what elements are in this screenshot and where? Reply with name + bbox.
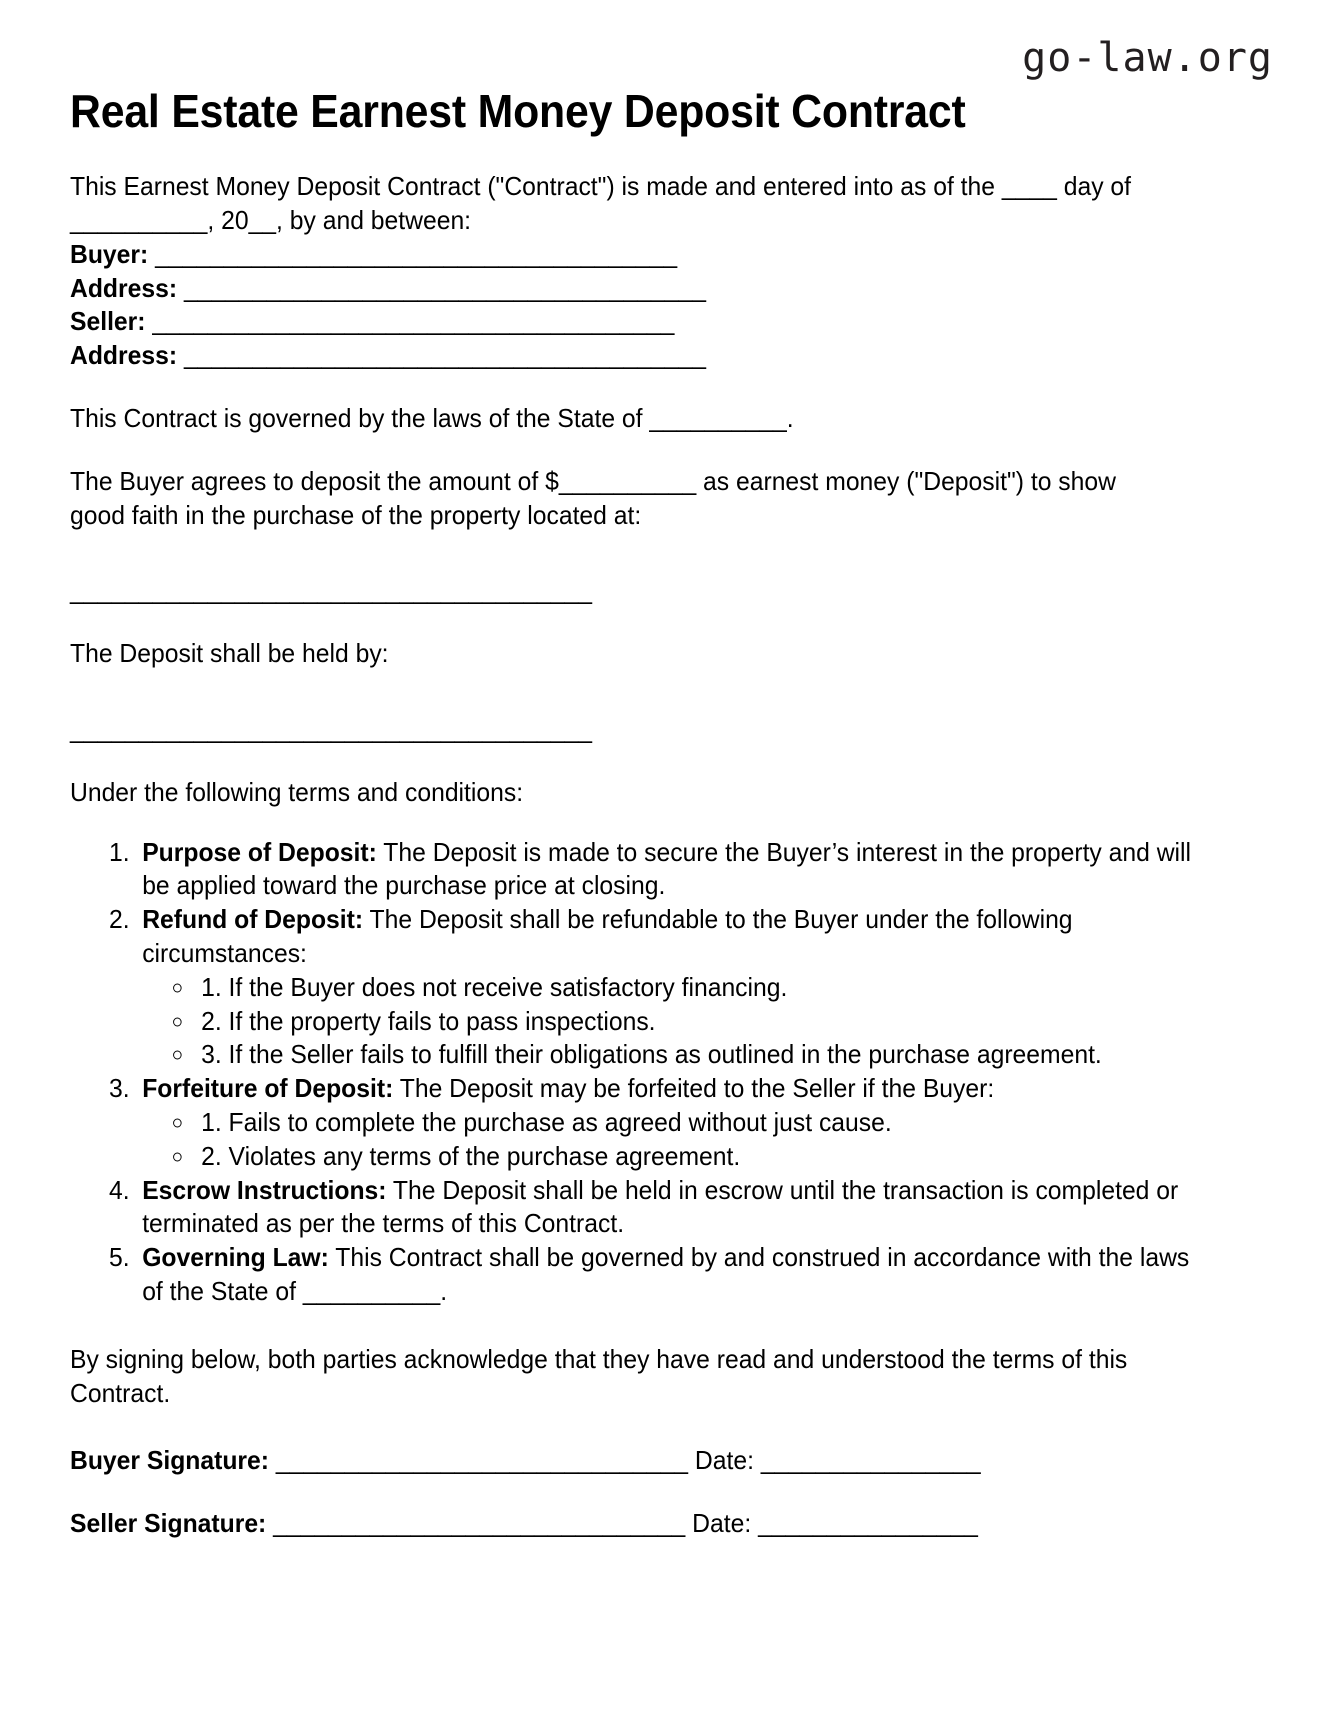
terms-list-item: [137, 1072, 1200, 1173]
intro-line-1: This Earnest Money Deposit Contract ("Contract") is made and entered into as of the ____: [70, 171, 1057, 202]
seller-date-blank[interactable]: ________________: [758, 1508, 978, 1539]
term-heading: Purpose of Deposit:: [142, 836, 377, 867]
intro-line-2: day of __________, 20__, by and between:: [70, 171, 1132, 236]
term-heading: Forfeiture of Deposit:: [142, 1073, 394, 1104]
term-sublist-item: ◦ 1. Fails to complete the purchase as agreed without just cause.: [195, 1106, 1199, 1140]
term-body: [142, 1175, 1178, 1239]
buyer-signature-blank[interactable]: ______________________________: [275, 1445, 689, 1476]
site-watermark: go-law.org: [1022, 35, 1273, 81]
term-heading: Refund of Deposit:: [142, 904, 364, 935]
terms-list-item: [137, 903, 1200, 1072]
term-heading: Governing Law:: [142, 1242, 329, 1273]
terms-list-item: [137, 1241, 1200, 1309]
field-blank-buyer-address[interactable]: ______________________________________: [183, 272, 706, 303]
field-row-seller-address: [70, 339, 1200, 373]
buyer-signature-row: [70, 1444, 1200, 1478]
escrow-holder-blank-line[interactable]: ______________________________________: [70, 714, 593, 745]
buyer-date-blank[interactable]: ________________: [760, 1445, 981, 1476]
governing-law-paragraph: This Contract is governed by the laws of the State of __________.: [70, 403, 794, 434]
terms-list-item: [137, 836, 1200, 904]
field-blank-buyer[interactable]: ______________________________________: [155, 238, 678, 269]
property-address-blank-line[interactable]: ______________________________________: [70, 575, 593, 606]
deposit-amount-paragraph: The Buyer agrees to deposit the amount of $__________ as earnest money ("Deposit") to show good faith in the purchase of the property located at:: [70, 465, 1116, 530]
intro-paragraph: [70, 170, 1163, 238]
terms-list-item: [137, 1174, 1200, 1242]
seller-signature-blank[interactable]: ______________________________: [273, 1508, 686, 1539]
term-body: [142, 837, 1191, 901]
buyer-signature-label: Buyer Signature:: [70, 1445, 270, 1476]
term-body: [142, 1242, 1189, 1306]
term-sublist-item: ◦ 2. If the property fails to pass inspections.: [195, 1005, 1199, 1039]
term-sublist-item: ◦ 1. If the Buyer does not receive satisfactory financing.: [195, 971, 1199, 1005]
term-text: The Deposit is made to secure the Buyer’s interest in the property and will be applied toward the purchase price at closing.: [142, 836, 1192, 901]
term-sublist-item: ◦ 3. If the Seller fails to fulfill their obligations as outlined in the purchase agreement.: [195, 1038, 1199, 1072]
field-row-buyer: [70, 238, 1200, 272]
term-sublist: [142, 971, 1199, 1072]
page-title: Real Estate Earnest Money Deposit Contract: [70, 85, 966, 137]
field-row-seller: [70, 305, 1200, 339]
field-blank-seller-address[interactable]: ______________________________________: [183, 340, 706, 371]
term-sublist: [142, 1106, 1199, 1174]
field-blank-seller[interactable]: ______________________________________: [152, 306, 675, 337]
held-by-paragraph: The Deposit shall be held by:: [70, 638, 389, 669]
term-sublist-item: ◦ 2. Violates any terms of the purchase agreement.: [195, 1140, 1199, 1174]
field-label-buyer-address: Address:: [70, 272, 178, 303]
field-label-seller: Seller:: [70, 306, 146, 337]
term-text: The Deposit shall be refundable to the Buyer under the following circumstances:: [142, 904, 1073, 969]
field-label-buyer: Buyer:: [70, 238, 149, 269]
term-text: The Deposit may be forfeited to the Seller if the Buyer:: [393, 1073, 995, 1104]
term-text: The Deposit shall be held in escrow until the transaction is completed or terminated as per the terms of this Contract.: [142, 1174, 1179, 1239]
field-label-seller-address: Address:: [70, 340, 178, 371]
term-body: [142, 904, 1072, 968]
term-heading: Escrow Instructions:: [142, 1174, 387, 1205]
term-body: [142, 1073, 994, 1103]
buyer-date-label: Date:: [694, 1445, 754, 1476]
acknowledgement-paragraph: By signing below, both parties acknowledge that they have read and understood the terms of this Contract.: [70, 1343, 1128, 1408]
terms-intro-paragraph: Under the following terms and conditions:: [70, 776, 524, 807]
seller-signature-row: [70, 1507, 1200, 1541]
terms-list: [70, 836, 1200, 1309]
term-text: This Contract shall be governed by and construed in accordance with the laws of the State of __________.: [142, 1242, 1190, 1306]
field-row-buyer-address: [70, 272, 1200, 306]
seller-date-label: Date:: [692, 1508, 752, 1539]
seller-signature-label: Seller Signature:: [70, 1508, 267, 1539]
